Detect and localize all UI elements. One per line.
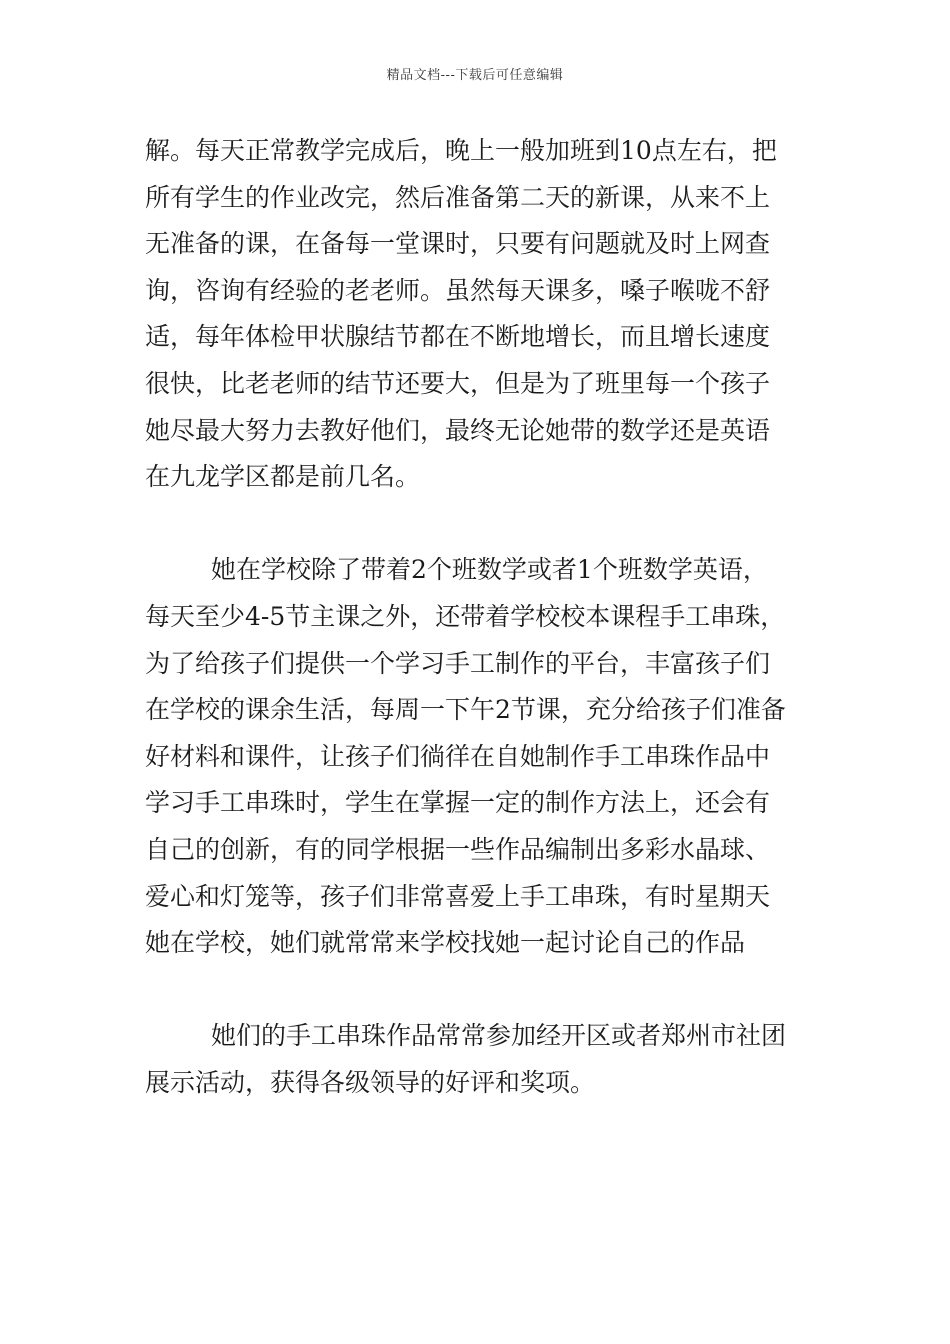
text-line: 在九龙学区都是前几名。 [145,462,421,492]
text-line: 爱心和灯笼等，孩子们非常喜爱上手工串珠，有时星期天 [145,881,771,911]
document-body [145,128,807,1106]
text-line: 好材料和课件，让孩子们徜徉在自她制作手工串珠作品中 [145,741,771,771]
text-line: 每天至少4-5节主课之外，还带着学校校本课程手工串珠， [145,601,786,631]
text-line: 为了给孩子们提供一个学习手工制作的平台，丰富孩子们 [145,648,771,678]
text-line: 无准备的课，在备每一堂课时，只要有问题就及时上网查 [145,229,771,259]
text-line: 很快，比老老师的结节还要大，但是为了班里每一个孩子 [145,368,771,398]
text-line: 适，每年体检甲状腺结节都在不断地增长，而且增长速度 [145,322,771,352]
text-line: 在学校的课余生活，每周一下午2节课，充分给孩子们准备 [145,695,786,725]
text-line: 询，咨询有经验的老老师。虽然每天课多，嗓子喉咙不舒 [145,275,771,305]
paragraph-gap [145,967,807,1014]
text-line: 展示活动，获得各级领导的好评和奖项。 [145,1067,596,1097]
text-line: 她在学校除了带着2个班数学或者1个班数学英语， [211,555,768,585]
text-line: 所有学生的作业改完，然后准备第二天的新课，从来不上 [145,182,771,212]
text-line: 她在学校，她们就常常来学校找她一起讨论自己的作品 [145,928,746,958]
paragraph [145,128,807,501]
text-line: 自己的创新，有的同学根据一些作品编制出多彩水晶球、 [145,834,771,864]
page-header: 精品文档---下载后可任意编辑 [386,68,564,83]
text-line: 她们的手工串珠作品常常参加经开区或者郑州市社团 [211,1021,787,1051]
text-line: 她尽最大努力去教好他们，最终无论她带的数学还是英语 [145,415,771,445]
paragraph [145,1013,807,1106]
text-line: 解。每天正常教学完成后，晚上一般加班到10点左右，把 [145,136,777,165]
paragraph-gap [145,501,807,548]
text-line: 学习手工串珠时，学生在掌握一定的制作方法上，还会有 [145,788,771,818]
paragraph [145,547,807,966]
